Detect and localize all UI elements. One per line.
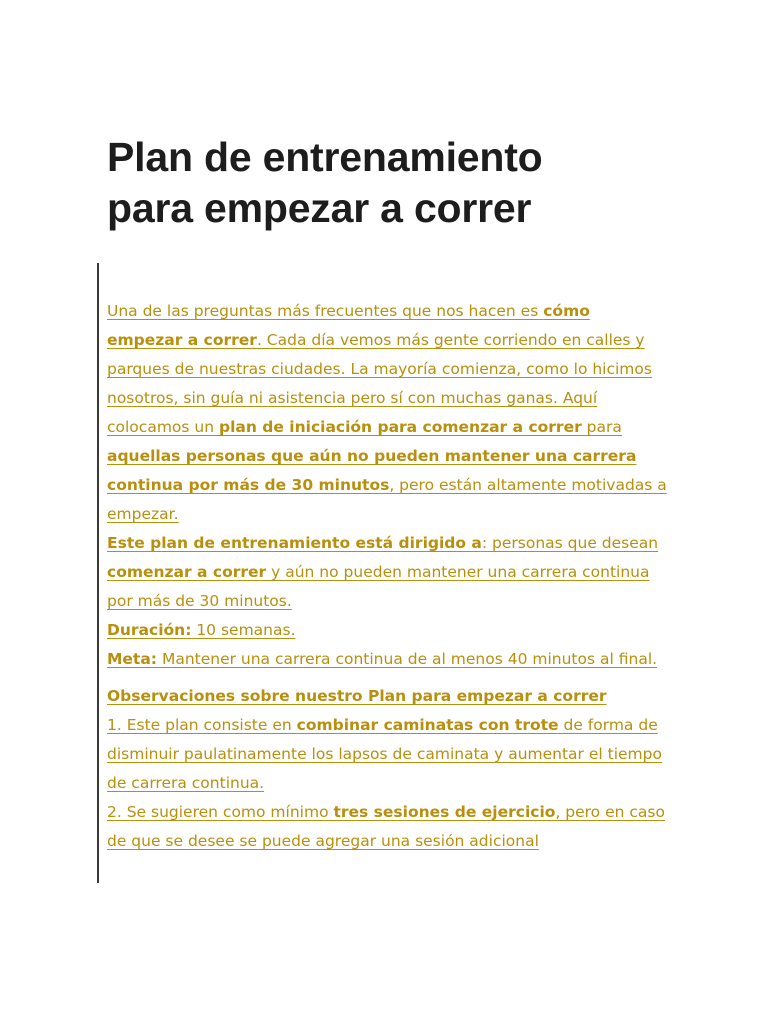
observations-heading-text: Observaciones sobre nuestro Plan para empezar a correr: [107, 687, 607, 705]
target-link[interactable]: [107, 534, 658, 610]
duration-link[interactable]: [107, 621, 296, 639]
article-body: [107, 297, 667, 856]
observation-item-1-link[interactable]: [107, 716, 662, 792]
target-text-2: y aún no pueden mantener una carrera continua por más de 30 minutos.: [107, 563, 650, 610]
observation-item-2-link[interactable]: [107, 803, 665, 850]
target-text-1: : personas que desean: [481, 534, 659, 552]
intro-paragraph: [107, 297, 667, 529]
intro-bold-2: plan de iniciación para comenzar a correr: [218, 418, 582, 436]
obs1-text-2: de forma de disminuir paulatinamente los lapsos de caminata y aumentar el tiempo de carrera continua.: [107, 716, 662, 792]
observation-item-2: [107, 798, 667, 856]
title-line-2: para empezar a correr: [107, 185, 532, 231]
duration-value: 10 semanas.: [191, 621, 296, 639]
intro-text-1: Una de las preguntas más frecuentes que nos hacen es: [107, 302, 544, 320]
intro-bold-1: cómo empezar a correr: [107, 302, 590, 349]
target-bold-1: Este plan de entrenamiento está dirigido a: [107, 534, 482, 552]
target-bold-2: comenzar a correr: [107, 563, 267, 581]
obs2-bold-1: tres sesiones de ejercicio: [333, 803, 556, 821]
intro-text-4: , pero están altamente motivadas a empezar.: [107, 476, 667, 523]
article-title: [107, 132, 667, 234]
goal-value: Mantener una carrera continua de al menos 40 minutos al final.: [157, 650, 658, 668]
intro-text-3: para: [581, 418, 622, 436]
observations-heading-link[interactable]: [107, 687, 607, 705]
goal-link[interactable]: [107, 650, 657, 668]
duration-label: Duración:: [107, 621, 192, 639]
duration-paragraph: [107, 616, 667, 645]
goal-label: Meta:: [107, 650, 158, 668]
obs2-text-1: 2. Se sugieren como mínimo: [107, 803, 334, 821]
title-line-1: Plan de entrenamiento: [107, 134, 543, 180]
goal-paragraph: [107, 645, 667, 674]
obs2-text-2: , pero en caso de que se desee se puede agregar una sesión adicional: [107, 803, 665, 850]
intro-text-2: . Cada día vemos más gente corriendo en calles y parques de nuestras ciudades. La mayoría comienza, como lo hicimos nosotros, sin guía ni asistencia pero sí con muchas ganas. Aquí colocamos un: [107, 331, 652, 436]
intro-link[interactable]: [107, 302, 667, 523]
obs1-text-1: 1. Este plan consiste en: [107, 716, 297, 734]
intro-bold-3: aquellas personas que aún no pueden mantener una carrera continua por más de 30 minutos: [107, 447, 637, 494]
section-spacer: [107, 674, 667, 682]
target-paragraph: [107, 529, 667, 616]
left-rule: [97, 263, 99, 883]
observation-item-1: [107, 711, 667, 798]
observations-heading: [107, 682, 667, 711]
obs1-bold-1: combinar caminatas con trote: [296, 716, 559, 734]
